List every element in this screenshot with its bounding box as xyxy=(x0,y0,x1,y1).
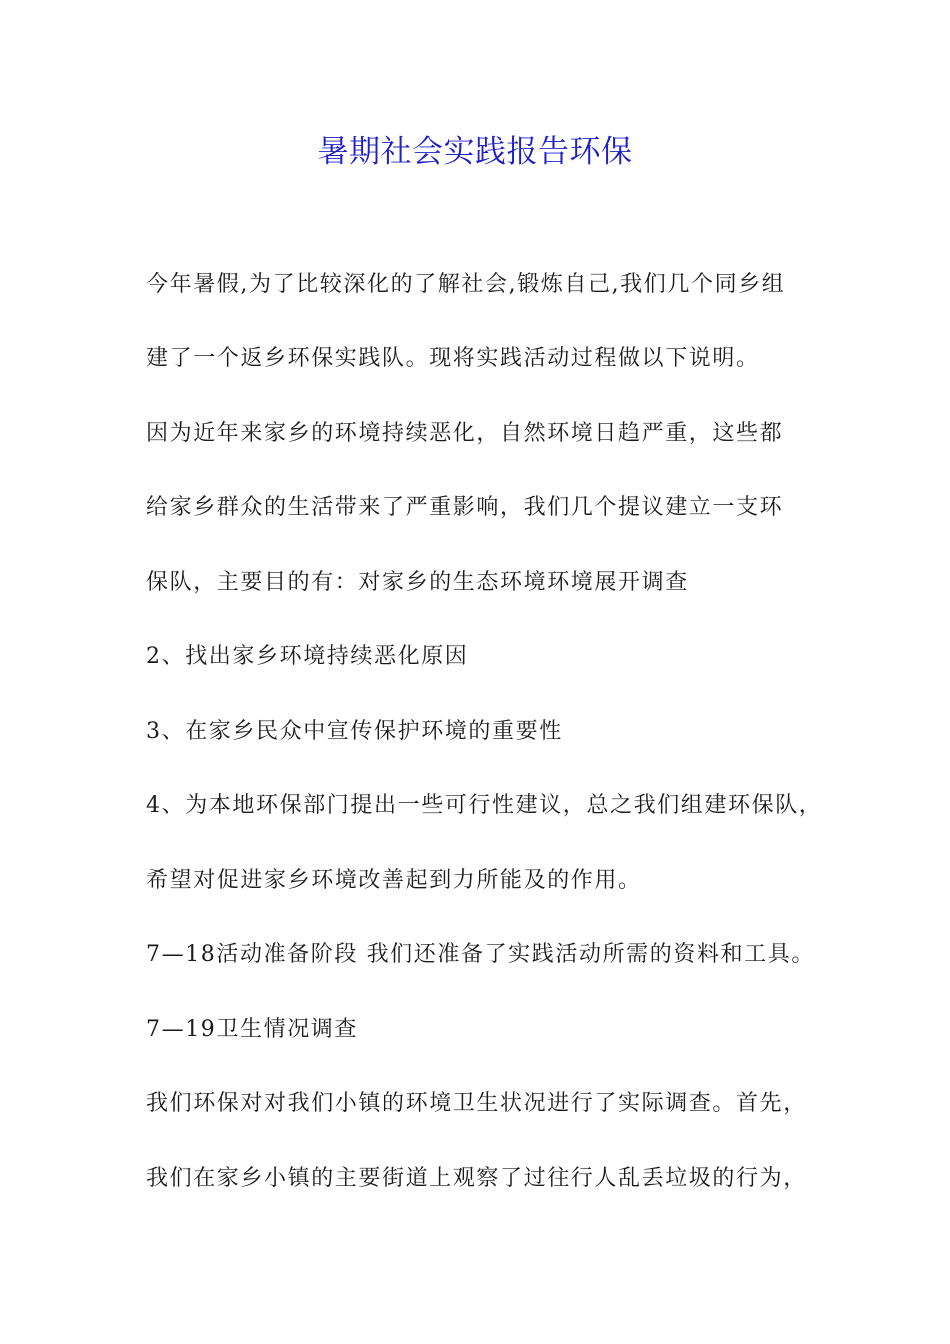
paragraph-line: 我们在家乡小镇的主要街道上观察了过往行人乱丢垃圾的行为， xyxy=(146,1166,807,1191)
paragraph-line: 我们环保对对我们小镇的环境卫生状况进行了实际调查。首先， xyxy=(146,1091,807,1116)
paragraph-line: 给家乡群众的生活带来了严重影响，我们几个提议建立一支环 xyxy=(146,495,784,520)
paragraph-line: 保队，主要目的有：对家乡的生态环境环境展开调查 xyxy=(146,570,689,595)
list-item-line: 4、为本地环保部门提出一些可行性建议，总之我们组建环保队， xyxy=(146,793,823,818)
paragraph-line: 因为近年来家乡的环境持续恶化，自然环境日趋严重，这些都 xyxy=(146,421,784,446)
schedule-line: 7—19卫生情况调查 xyxy=(146,1017,358,1042)
document-title: 暑期社会实践报告环保 xyxy=(317,134,633,170)
paragraph-line: 今年暑假,为了比较深化的了解社会,锻炼自己,我们几个同乡组 xyxy=(146,272,786,297)
list-item-line: 2、找出家乡环境持续恶化原因 xyxy=(146,644,469,669)
paragraph-line: 建了一个返乡环保实践队。现将实践活动过程做以下说明。 xyxy=(146,346,760,371)
paragraph-line: 希望对促进家乡环境改善起到力所能及的作用。 xyxy=(146,868,642,893)
schedule-line: 7—18活动准备阶段 我们还准备了实践活动所需的资料和工具。 xyxy=(146,942,815,967)
list-item-line: 3、在家乡民众中宣传保护环境的重要性 xyxy=(146,719,563,744)
